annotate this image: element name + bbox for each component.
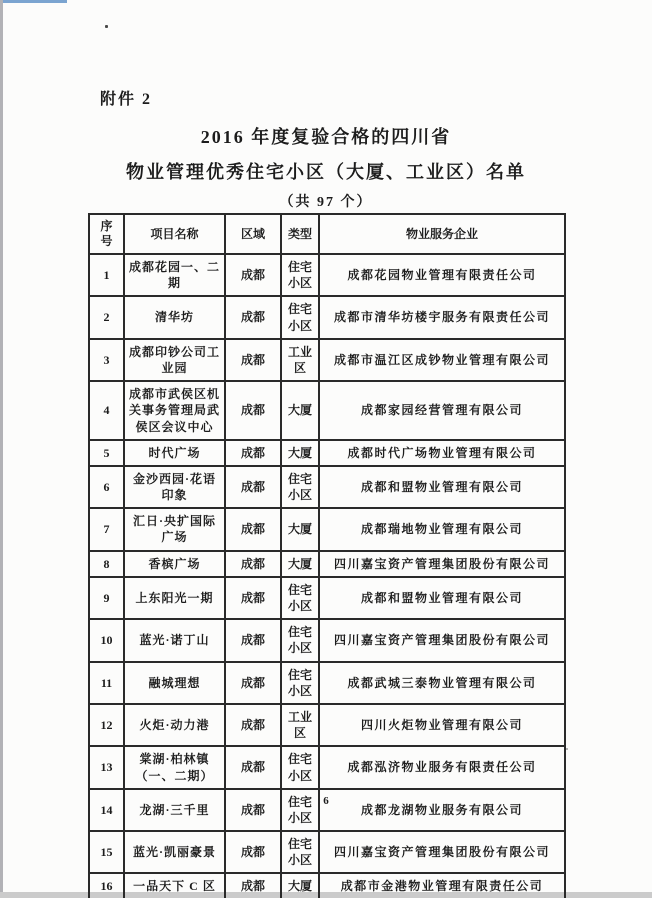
project-name-cell: 时代广场 [124, 440, 225, 466]
serial-number-cell: 2 [89, 296, 124, 338]
company-name-cell: 成都花园物业管理有限责任公司 [319, 254, 565, 296]
region-cell: 成都 [225, 381, 281, 440]
company-name-cell: 成都家园经营管理有限公司 [319, 381, 565, 440]
scan-speckle [566, 748, 568, 750]
serial-number-cell: 9 [89, 577, 124, 619]
serial-number-cell: 14 [89, 789, 124, 831]
table-row [89, 339, 565, 381]
project-name-cell: 融城理想 [124, 662, 225, 704]
table-header-row [89, 214, 565, 254]
type-cell: 住宅小区 [281, 831, 319, 873]
type-cell: 大厦 [281, 551, 319, 577]
table-row [89, 577, 565, 619]
table-row [89, 508, 565, 550]
project-name-cell: 上东阳光一期 [124, 577, 225, 619]
company-name-cell: 四川嘉宝资产管理集团股份有限公司 [319, 551, 565, 577]
company-name-cell: 四川嘉宝资产管理集团股份有限公司 [319, 831, 565, 873]
project-name-cell: 清华坊 [124, 296, 225, 338]
document-subtitle-count: （共 97 个） [279, 195, 373, 210]
scan-speckle [105, 25, 108, 28]
table-row [89, 466, 565, 508]
table-row [89, 296, 565, 338]
company-name-cell: 成都市温江区成钞物业管理有限公司 [319, 339, 565, 381]
region-cell: 成都 [225, 662, 281, 704]
company-name-cell: 四川火炬物业管理有限公司 [319, 704, 565, 746]
project-name-cell: 蓝光·诺丁山 [124, 619, 225, 661]
serial-number-cell: 13 [89, 746, 124, 788]
column-header-no: 序号 [89, 214, 124, 254]
table-row [89, 551, 565, 577]
table-row [89, 254, 565, 296]
project-name-cell: 火炬·动力港 [124, 704, 225, 746]
region-cell: 成都 [225, 873, 281, 898]
region-cell: 成都 [225, 339, 281, 381]
table-row [89, 440, 565, 466]
table-row [89, 873, 565, 898]
scan-blue-bar-artifact [3, 0, 67, 3]
project-name-cell: 成都市武侯区机关事务管理局武侯区会议中心 [124, 381, 225, 440]
project-name-cell: 金沙西园·花语印象 [124, 466, 225, 508]
serial-number-cell: 5 [89, 440, 124, 466]
company-name-cell: 成都和盟物业管理有限公司 [319, 466, 565, 508]
column-header-company: 物业服务企业 [319, 214, 565, 254]
type-cell: 住宅小区 [281, 746, 319, 788]
project-name-cell: 棠湖·柏林镇（一、二期） [124, 746, 225, 788]
column-header-region: 区域 [225, 214, 281, 254]
type-cell: 住宅小区 [281, 789, 319, 831]
type-cell: 大厦 [281, 381, 319, 440]
serial-number-cell: 1 [89, 254, 124, 296]
document-title-line2: 物业管理优秀住宅小区（大厦、工业区）名单 [126, 162, 526, 182]
company-name-cell: 成都瑞地物业管理有限公司 [319, 508, 565, 550]
project-name-cell: 成都印钞公司工业园 [124, 339, 225, 381]
region-cell: 成都 [225, 831, 281, 873]
serial-number-cell: 11 [89, 662, 124, 704]
type-cell: 工业区 [281, 339, 319, 381]
region-cell: 成都 [225, 440, 281, 466]
region-cell: 成都 [225, 746, 281, 788]
region-cell: 成都 [225, 254, 281, 296]
table-row [89, 746, 565, 788]
region-cell: 成都 [225, 466, 281, 508]
region-cell: 成都 [225, 789, 281, 831]
table-row [89, 662, 565, 704]
table-row [89, 704, 565, 746]
page-number: 6 [323, 795, 329, 807]
table-row [89, 619, 565, 661]
region-cell: 成都 [225, 704, 281, 746]
column-header-project: 项目名称 [124, 214, 225, 254]
company-name-cell: 成都市清华坊楼宇服务有限责任公司 [319, 296, 565, 338]
serial-number-cell: 12 [89, 704, 124, 746]
project-name-cell: 一品天下 C 区 [124, 873, 225, 898]
company-name-cell: 成都龙湖物业服务有限公司 [319, 789, 565, 831]
project-name-cell: 汇日·央扩国际广场 [124, 508, 225, 550]
region-cell: 成都 [225, 296, 281, 338]
serial-number-cell: 6 [89, 466, 124, 508]
serial-number-cell: 7 [89, 508, 124, 550]
attachment-label: 附件 2 [100, 91, 153, 108]
type-cell: 大厦 [281, 440, 319, 466]
serial-number-cell: 15 [89, 831, 124, 873]
serial-number-cell: 8 [89, 551, 124, 577]
company-name-cell: 成都和盟物业管理有限公司 [319, 577, 565, 619]
project-name-cell: 成都花园一、二期 [124, 254, 225, 296]
type-cell: 住宅小区 [281, 466, 319, 508]
serial-number-cell: 16 [89, 873, 124, 898]
table-row [89, 831, 565, 873]
region-cell: 成都 [225, 508, 281, 550]
region-cell: 成都 [225, 551, 281, 577]
project-name-cell: 香槟广场 [124, 551, 225, 577]
company-name-cell: 成都武城三泰物业管理有限公司 [319, 662, 565, 704]
document-title-line1: 2016 年度复验合格的四川省 [200, 127, 452, 147]
region-cell: 成都 [225, 619, 281, 661]
region-cell: 成都 [225, 577, 281, 619]
type-cell: 住宅小区 [281, 577, 319, 619]
type-cell: 工业区 [281, 704, 319, 746]
type-cell: 大厦 [281, 873, 319, 898]
serial-number-cell: 4 [89, 381, 124, 440]
type-cell: 大厦 [281, 508, 319, 550]
type-cell: 住宅小区 [281, 662, 319, 704]
company-name-cell: 成都市金港物业管理有限责任公司 [319, 873, 565, 898]
column-header-type: 类型 [281, 214, 319, 254]
serial-number-cell: 3 [89, 339, 124, 381]
company-name-cell: 成都泓济物业服务有限责任公司 [319, 746, 565, 788]
company-name-cell: 四川嘉宝资产管理集团股份有限公司 [319, 619, 565, 661]
project-name-cell: 龙湖·三千里 [124, 789, 225, 831]
table-row [89, 381, 565, 440]
serial-number-cell: 10 [89, 619, 124, 661]
project-name-cell: 蓝光·凯丽豪景 [124, 831, 225, 873]
type-cell: 住宅小区 [281, 619, 319, 661]
type-cell: 住宅小区 [281, 254, 319, 296]
type-cell: 住宅小区 [281, 296, 319, 338]
company-name-cell: 成都时代广场物业管理有限公司 [319, 440, 565, 466]
